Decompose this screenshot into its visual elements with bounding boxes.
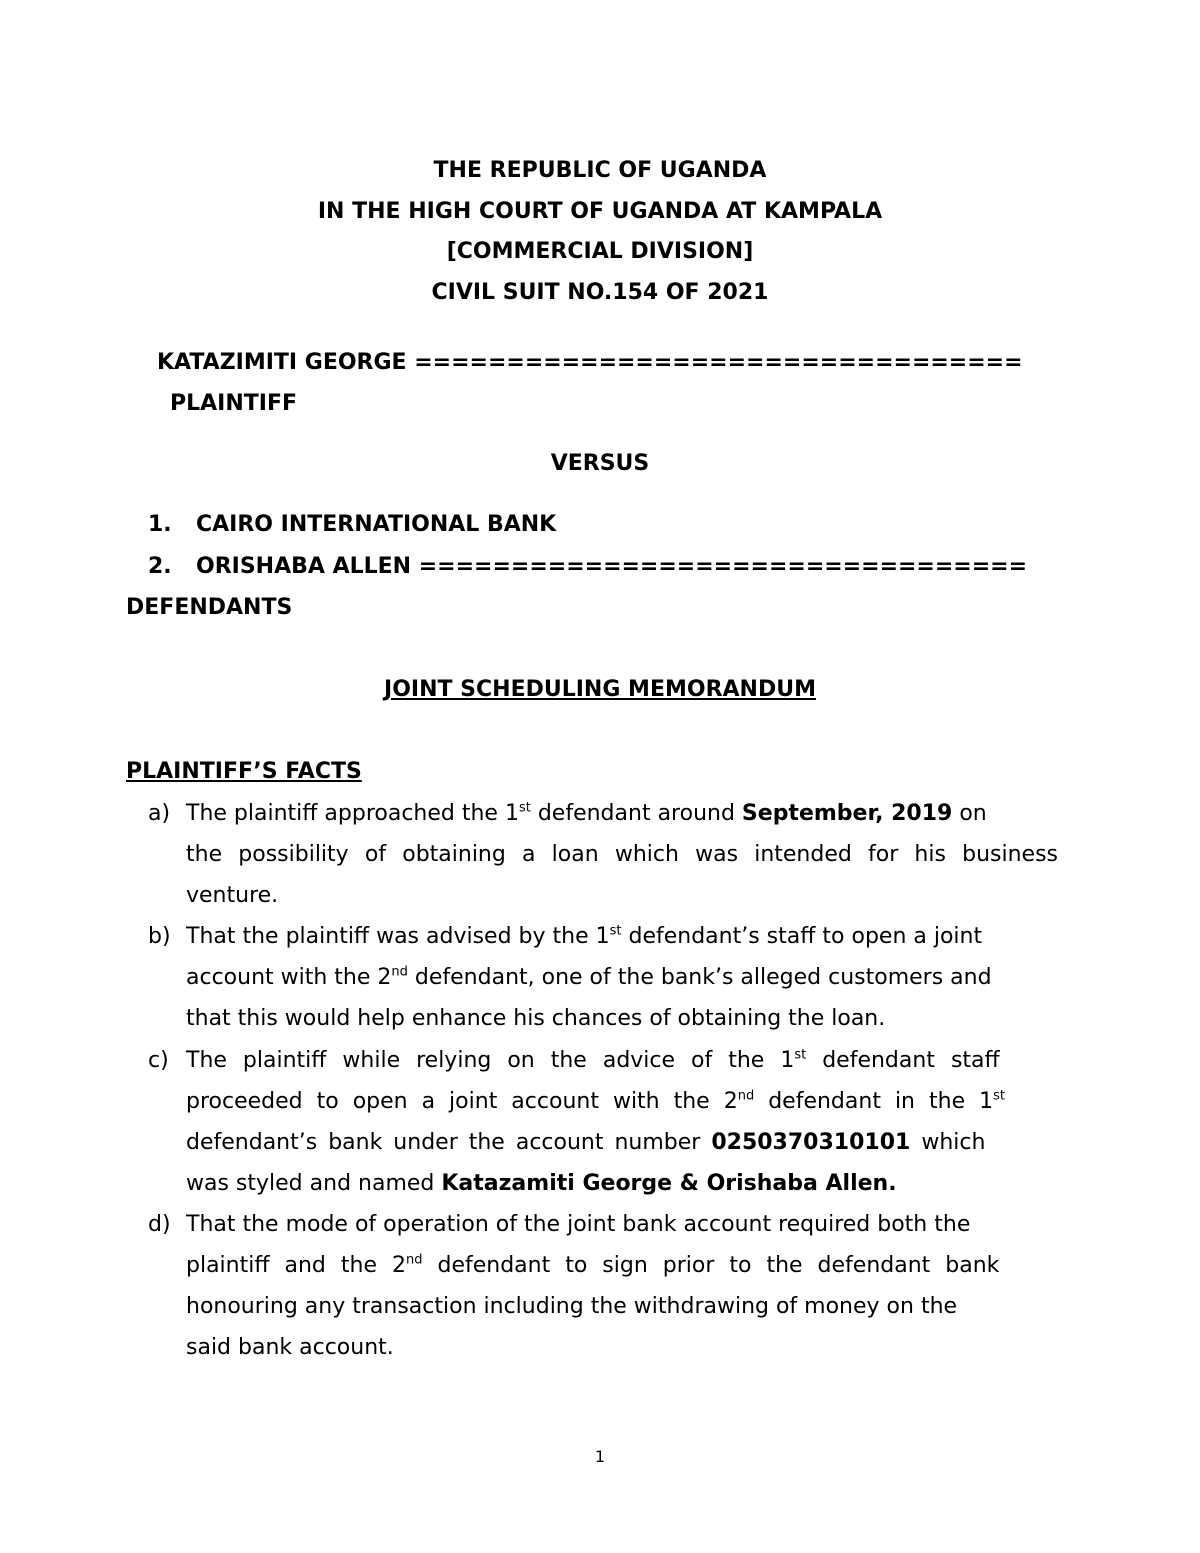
memo-title: JOINT SCHEDULING MEMORANDUM [384,677,816,702]
defendant-2-number: 2. [148,554,172,579]
fact-c-label: c) [148,1048,169,1073]
fact-b [186,916,1058,1039]
account-name: Katazamiti George & Orishaba Allen. [441,1171,897,1196]
fact-a-line-3: venture. [186,883,279,908]
plaintiff-role: PLAINTIFF [170,391,298,416]
fact-d [186,1204,1058,1368]
fact-c [186,1040,1058,1204]
fact-d-line-1: That the mode of operation of the joint bank account required both the [186,1212,971,1237]
fact-c-line-4: was styled and named Katazamiti George & Orishaba Allen. [186,1171,897,1196]
fact-d-line-2: plaintiff and the 2nd defendant to sign prior to the defendant bank [186,1252,1000,1278]
defendant-1-number: 1. [148,512,172,537]
suit-number: CIVIL SUIT NO.154 OF 2021 [431,280,769,305]
division-heading: [COMMERCIAL DIVISION] [446,239,754,264]
defendants-role: DEFENDANTS [126,595,293,620]
fact-d-line-4: said bank account. [186,1335,394,1360]
court-heading: IN THE HIGH COURT OF UGANDA AT KAMPALA [317,199,883,224]
republic-heading: THE REPUBLIC OF UGANDA [433,158,767,183]
fact-b-label: b) [148,924,171,949]
fact-d-line-3: honouring any transaction including the withdrawing of money on the [186,1294,958,1319]
fact-b-line-2: account with the 2nd defendant, one of the bank’s alleged customers and [186,964,992,990]
fact-b-line-1: That the plaintiff was advised by the 1st defendant’s staff to open a joint [186,923,983,949]
fact-b-line-3: that this would help enhance his chances of obtaining the loan. [186,1006,886,1031]
fact-a-line-1: The plaintiff approached the 1st defendant around September, 2019 on [186,800,987,826]
fact-d-label: d) [148,1212,171,1237]
fact-c-line-1: The plaintiff while relying on the advice of the 1st defendant staff [186,1047,1000,1073]
fact-c-line-2: proceeded to open a joint account with the 2nd defendant in the 1st [186,1088,1005,1114]
fact-a-label: a) [148,801,171,826]
date-emphasis: September, 2019 [741,801,953,826]
defendant-1-name: CAIRO INTERNATIONAL BANK [196,512,557,537]
versus-label: VERSUS [550,451,650,476]
account-number: 0250370310101 [711,1130,911,1155]
plaintiff-name-line: KATAZIMITI GEORGE ================================= [157,350,1023,375]
page-number: 1 [594,1447,606,1466]
fact-a-line-2: the possibility of obtaining a loan which was intended for his business [186,842,1058,867]
fact-a [186,793,1058,916]
fact-c-line-3: defendant’s bank under the account number 0250370310101 which [186,1130,986,1155]
section-title: PLAINTIFF’S FACTS [126,759,362,784]
defendant-2-name-line: ORISHABA ALLEN ================================= [196,554,1028,579]
